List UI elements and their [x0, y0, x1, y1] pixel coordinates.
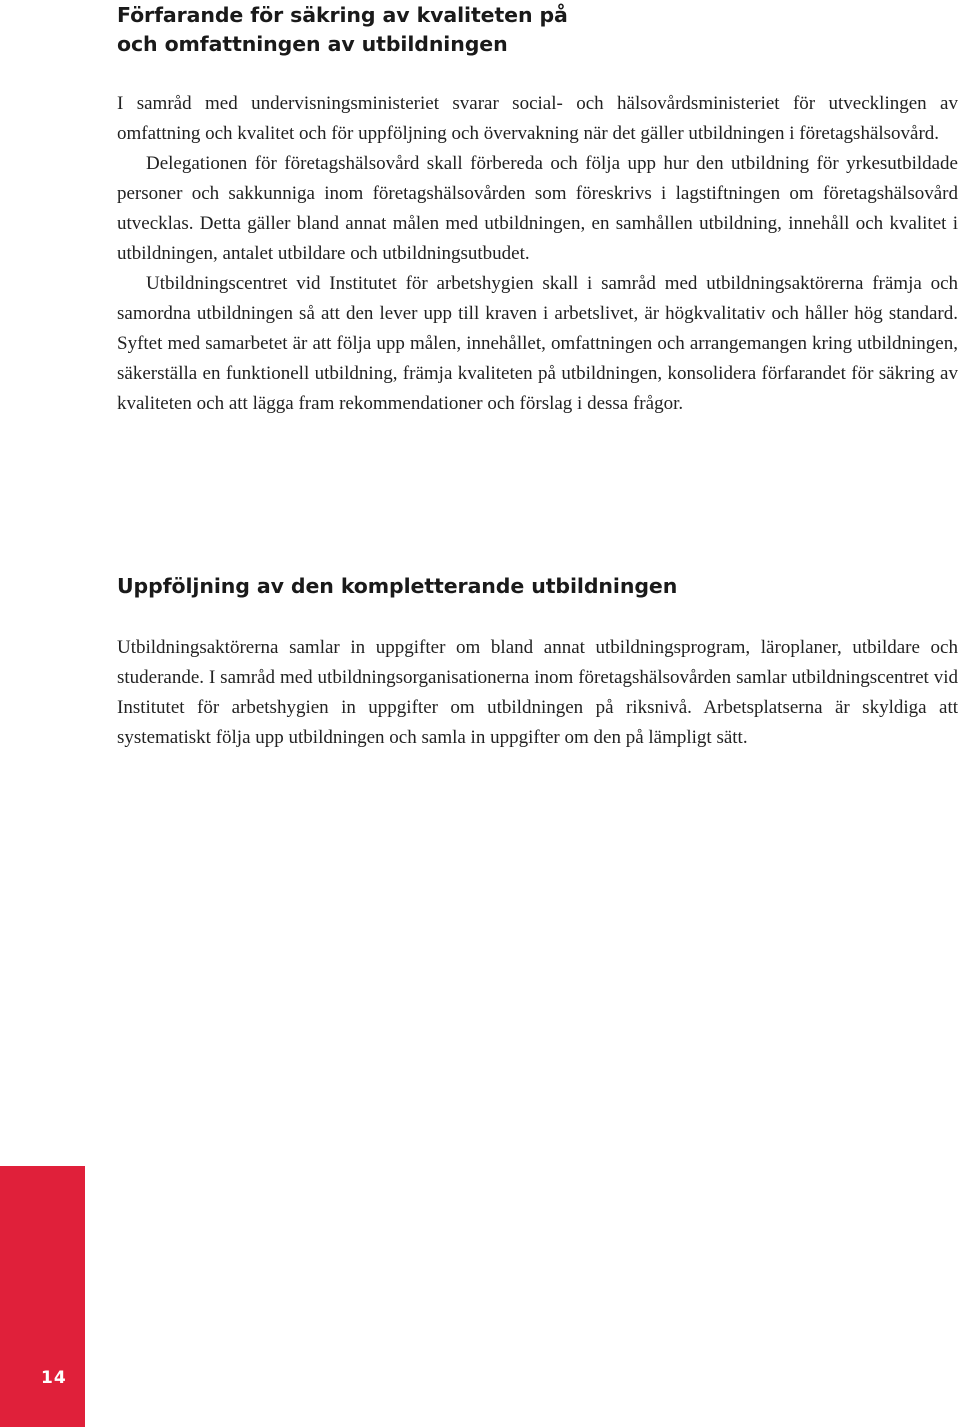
- paragraph: Utbildningscentret vid Institutet för arbetshygien skall i samråd med utbildningsaktörerna främja och samordna utbildningen så att den lever upp till kraven i arbetslivet, är högkvalitativ och håller hög standard. Syftet med samarbetet är att följa upp målen, innehållet, omfattningen och arrangemangen kring utbildningen, säkerställa en funktionell utbildning, främja kvaliteten på utbildningen, konsolidera förfarandet för säkring av kvaliteten och att lägga fram rekommendationer och förslag i dessa frågor.: [117, 273, 958, 414]
- page-number: 14: [41, 1368, 67, 1388]
- section-heading-followup: Uppföljning av den kompletterande utbildningen: [117, 574, 678, 598]
- paragraph: Delegationen för företagshälsovård skall förbereda och följa upp hur den utbildning för yrkesutbildade personer och sakkunniga inom företagshälsovården som föreskrivs i lagstiftningen om företagshälsovård utvecklas. Detta gäller bland annat målen med utbildningen, en samhållen utbildning, innehåll och kvalitet i utbildningen, antalet utbildare och utbildningsutbudet.: [117, 153, 958, 264]
- section-heading-quality: [117, 1, 917, 59]
- section-body-followup: [117, 633, 958, 753]
- heading-line-1: Förfarande för säkring av kvaliteten på: [117, 3, 568, 27]
- paragraph: Utbildningsaktörerna samlar in uppgifter om bland annat utbildningsprogram, läroplaner, utbildare och studerande. I samråd med utbildningsorganisationerna inom företagshälsovården samlar utbildningscentret vid Institutet för arbetshygien in uppgifter om utbildningen på riksnivå. Arbetsplatserna är skyldiga att systematiskt följa upp utbildningen och samla in uppgifter om den på lämpligt sätt.: [117, 637, 958, 748]
- heading-line-2: och omfattningen av utbildningen: [117, 32, 508, 56]
- section-body-quality: [117, 89, 958, 419]
- paragraph: I samråd med undervisningsministeriet svarar social- och hälsovårdsministeriet för utvecklingen av omfattning och kvalitet och för uppföljning och övervakning när det gäller utbildningen i företagshälsovård.: [117, 93, 958, 144]
